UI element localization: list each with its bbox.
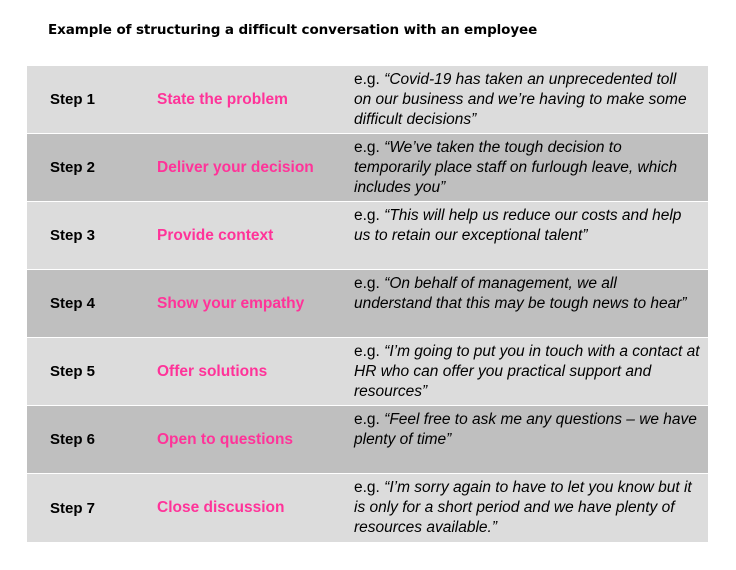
- table-row: [27, 474, 708, 542]
- table-row: [27, 338, 708, 406]
- example-quote: “This will help us reduce our costs and help us to retain our exceptional talent”: [354, 207, 682, 244]
- step-number: Step 5: [50, 363, 96, 380]
- step-action: Close discussion: [157, 499, 285, 516]
- table-row: [27, 134, 708, 202]
- table-row: [27, 270, 708, 338]
- step-number: Step 1: [50, 91, 96, 108]
- example-quote: “Covid-19 has taken an unprecedented toll on our business and we’re having to make some difficult decisions”: [354, 71, 687, 128]
- page-title: Example of structuring a difficult conversation with an employee: [48, 22, 538, 38]
- step-number: Step 3: [50, 227, 96, 244]
- step-action: Provide context: [157, 226, 274, 244]
- example-quote: “Feel free to ask me any questions – we have plenty of time”: [354, 411, 697, 448]
- step-number: Step 2: [50, 159, 96, 176]
- example-prefix: e.g.: [354, 71, 385, 88]
- example-quote: “We’ve taken the tough decision to temporarily place staff on furlough leave, which includes you”: [354, 139, 678, 196]
- step-number: Step 6: [50, 431, 96, 448]
- table-row: [27, 406, 708, 474]
- example-quote: “I’m sorry again to have to let you know but it is only for a short period and we have plenty of resources available.”: [354, 479, 692, 536]
- step-action: Deliver your decision: [157, 158, 314, 176]
- steps-table: [27, 66, 708, 542]
- step-action: Show your empathy: [157, 294, 305, 312]
- example-quote: “I’m going to put you in touch with a contact at HR who can offer you practical support and resources”: [354, 343, 700, 400]
- example-prefix: e.g.: [354, 139, 385, 156]
- step-number: Step 4: [50, 295, 96, 312]
- example-prefix: e.g.: [354, 275, 385, 292]
- step-example: [354, 70, 706, 130]
- step-action: Open to questions: [157, 430, 294, 448]
- step-example: [354, 274, 706, 314]
- step-example: [354, 342, 706, 402]
- step-number: Step 7: [50, 499, 96, 517]
- example-prefix: e.g.: [354, 411, 385, 428]
- example-prefix: e.g.: [354, 343, 385, 360]
- step-example: [354, 206, 706, 246]
- step-example: [354, 410, 706, 450]
- table-row: [27, 202, 708, 270]
- step-action: Offer solutions: [157, 362, 268, 380]
- step-example: [354, 478, 706, 538]
- example-prefix: e.g.: [354, 207, 385, 224]
- step-example: [354, 138, 706, 198]
- example-prefix: e.g.: [354, 479, 385, 496]
- table-row: [27, 66, 708, 134]
- step-action: State the problem: [157, 90, 288, 108]
- example-quote: “On behalf of management, we all understand that this may be tough news to hear”: [354, 275, 687, 312]
